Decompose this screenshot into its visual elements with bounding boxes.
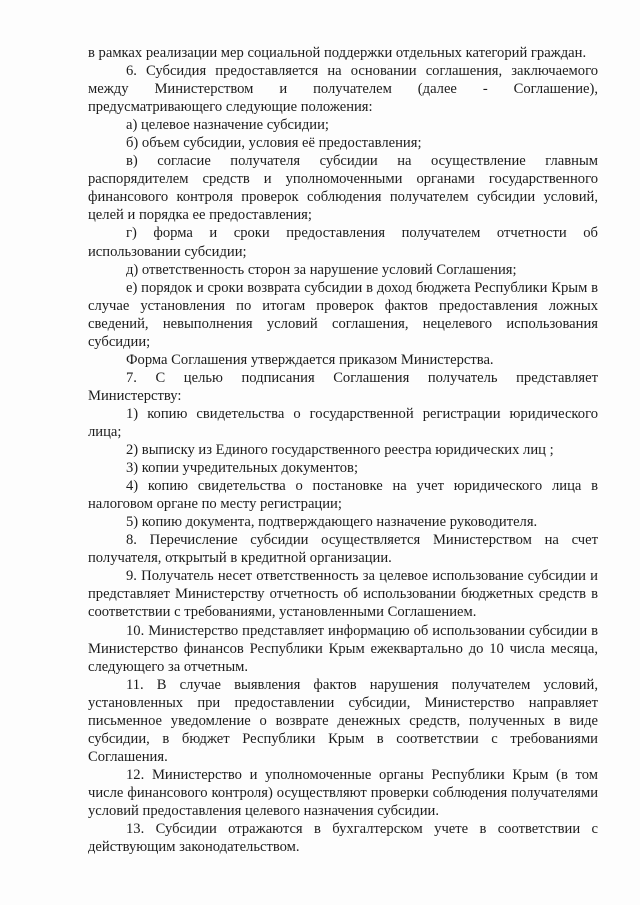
- paragraph-subitem-g: г) форма и сроки предоставления получателем отчетности об использовании субсидии;: [88, 225, 598, 260]
- paragraph-subitem-v: в) согласие получателя субсидии на осуществление главным распорядителем средств и уполномоченными органами государственного финансового контроля проверок соблюдения получателем субсидии условий, целей и порядка ее предоставления;: [88, 153, 598, 224]
- paragraph-doc-3: 3) копии учредительных документов;: [126, 460, 358, 477]
- paragraph-item-7: 7. С целью подписания Соглашения получатель представляет Министерству:: [88, 369, 598, 404]
- paragraph-item-13: 13. Субсидии отражаются в бухгалтерском учете в соответствии с действующим законодательством.: [88, 821, 598, 856]
- document-body: [88, 44, 598, 856]
- paragraph-agreement-form: Форма Соглашения утверждается приказом Министерства.: [126, 351, 494, 368]
- paragraph-subitem-e: е) порядок и сроки возврата субсидии в доход бюджета Республики Крым в случае установления по итогам проверок фактов предоставления ложных сведений, невыполнения условий соглашения, нецелевого использования субсидии;: [88, 279, 598, 350]
- paragraph-item-11: 11. В случае выявления фактов нарушения получателем условий, установленных при предоставлении субсидии, Министерство направляет письменное уведомление о возврате денежных средств, полученных в виде субсидии, в бюджет Республики Крым в соответствии с требованиями Соглашения.: [88, 676, 598, 765]
- paragraph-item-8: 8. Перечисление субсидии осуществляется Министерством на счет получателя, открытый в кредитной организации.: [88, 532, 598, 567]
- paragraph-subitem-d: д) ответственность сторон за нарушение условий Соглашения;: [126, 261, 517, 278]
- paragraph-item-10: 10. Министерство представляет информацию об использовании субсидии в Министерство финансов Республики Крым ежеквартально до 10 числа месяца, следующего за отчетным.: [88, 622, 598, 675]
- paragraph-doc-1: 1) копию свидетельства о государственной регистрации юридического лица;: [88, 405, 598, 440]
- paragraph-item-6: 6. Субсидия предоставляется на основании соглашения, заключаемого между Министерством и получателем (далее - Соглашение), предусматривающего следующие положения:: [88, 63, 598, 116]
- paragraph-doc-2: 2) выписку из Единого государственного реестра юридических лиц ;: [126, 442, 554, 459]
- paragraph-doc-5: 5) копию документа, подтверждающего назначение руководителя.: [126, 514, 538, 531]
- paragraph-item-9: 9. Получатель несет ответственность за целевое использование субсидии и представляет Министерству отчетность об использовании бюджетных средств в соответствии с требованиями, установленными Соглашением.: [88, 568, 598, 621]
- paragraph-item-12: 12. Министерство и уполномоченные органы Республики Крым (в том числе финансового контроля) осуществляют проверки соблюдения получателями условий предоставления целевого назначения субсидии.: [88, 766, 598, 819]
- paragraph-subitem-a: а) целевое назначение субсидии;: [126, 117, 329, 134]
- paragraph-continuation: в рамках реализации мер социальной поддержки отдельных категорий граждан.: [88, 45, 587, 61]
- paragraph-doc-4: 4) копию свидетельства о постановке на учет юридического лица в налоговом органе по месту регистрации;: [88, 478, 598, 513]
- paragraph-subitem-b: б) объем субсидии, условия её предоставления;: [126, 135, 422, 152]
